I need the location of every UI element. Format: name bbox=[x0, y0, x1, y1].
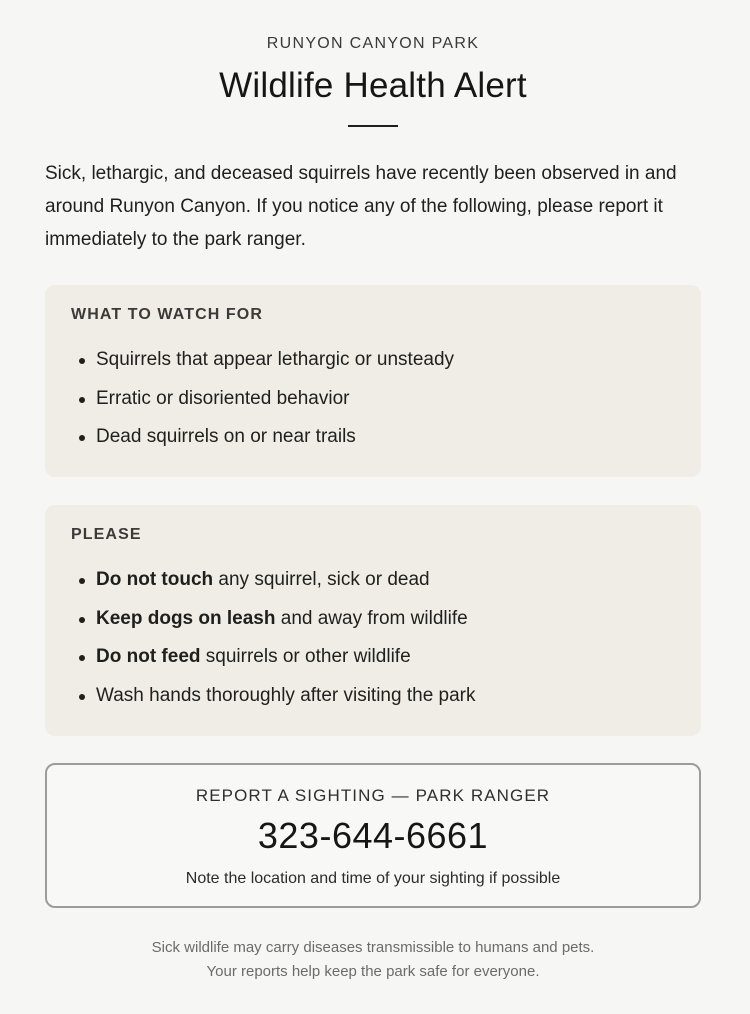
ranger-phone-number[interactable]: 323-644-6661 bbox=[257, 815, 489, 856]
footer-note bbox=[45, 936, 701, 984]
list-item-text: squirrels or other wildlife bbox=[200, 646, 411, 667]
list-item: Squirrels that appear lethargic or unsteady bbox=[71, 341, 675, 380]
please-panel bbox=[45, 505, 701, 736]
title-divider bbox=[348, 125, 398, 127]
list-item bbox=[71, 600, 675, 639]
footer-line-2: Your reports help keep the park safe for everyone. bbox=[206, 963, 540, 980]
list-item-emphasis: Do not feed bbox=[96, 646, 201, 667]
watch-for-panel bbox=[45, 285, 701, 477]
please-heading: PLEASE bbox=[71, 526, 142, 543]
park-name: RUNYON CANYON PARK bbox=[266, 35, 480, 52]
please-list bbox=[71, 561, 675, 715]
report-heading: REPORT A SIGHTING — PARK RANGER bbox=[195, 786, 551, 805]
list-item-text: and away from wildlife bbox=[275, 607, 468, 629]
list-item bbox=[71, 677, 675, 716]
list-item: Dead squirrels on or near trails bbox=[71, 418, 675, 457]
list-item: Erratic or disoriented behavior bbox=[71, 380, 675, 419]
list-item bbox=[71, 638, 675, 677]
intro-paragraph: Sick, lethargic, and deceased squirrels have recently been observed in and around Runyon Canyon. If you notice any of the following, please report it immediately to the park ranger. bbox=[45, 163, 677, 250]
list-item-text: Wash hands thoroughly after visiting the park bbox=[96, 684, 476, 706]
report-sighting-box bbox=[45, 763, 701, 908]
page-title: Wildlife Health Alert bbox=[219, 66, 527, 105]
footer-line-1: Sick wildlife may carry diseases transmissible to humans and pets. bbox=[151, 939, 595, 956]
list-item-emphasis: Do not touch bbox=[96, 569, 214, 590]
alert-page bbox=[0, 34, 750, 1014]
list-item-text: any squirrel, sick or dead bbox=[213, 569, 430, 590]
report-note: Note the location and time of your sighting if possible bbox=[185, 870, 561, 887]
watch-for-heading: WHAT TO WATCH FOR bbox=[71, 306, 264, 323]
list-item-emphasis: Keep dogs on leash bbox=[96, 607, 276, 629]
watch-for-list bbox=[71, 341, 675, 457]
list-item bbox=[71, 561, 675, 600]
